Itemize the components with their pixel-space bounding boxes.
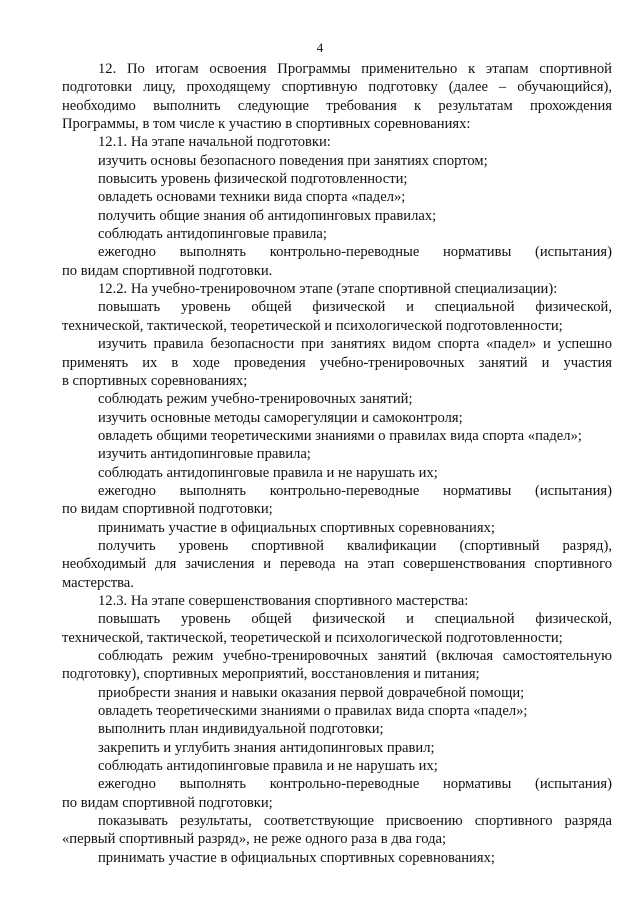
list-item	[62, 298, 612, 335]
text-line: получить уровень спортивной квалификации (спортивный разряд),	[98, 537, 612, 554]
text-line: повышать уровень общей физической и специальной физической,	[98, 299, 612, 316]
text-line: соблюдать режим учебно-тренировочных занятий (включая самостоятельную	[98, 648, 612, 664]
list-item: соблюдать антидопинговые правила и не нарушать их;	[98, 758, 438, 775]
text-line: повышать уровень общей физической и специальной физической,	[98, 611, 612, 628]
list-item	[62, 812, 612, 849]
text-line: необходимый для зачисления и перевода на этап совершенствования спортивного	[62, 556, 612, 573]
text-line: мастерства.	[62, 574, 134, 591]
list-item: соблюдать режим учебно-тренировочных занятий;	[98, 391, 413, 408]
list-item	[62, 537, 612, 592]
list-item: принимать участие в официальных спортивных соревнованиях;	[98, 849, 495, 866]
text-line: ежегодно выполнять контрольно-переводные нормативы (испытания)	[98, 482, 612, 499]
list-item: изучить основные методы саморегуляции и самоконтроля;	[98, 409, 463, 426]
list-item: приобрести знания и навыки оказания первой доврачебной помощи;	[98, 684, 525, 701]
text-line: по видам спортивной подготовки;	[62, 794, 273, 811]
list-item: принимать участие в официальных спортивных соревнованиях;	[98, 519, 495, 536]
list-item: изучить антидопинговые правила;	[98, 446, 311, 463]
text-line: технической, тактической, теоретической и психологической подготовленности;	[62, 629, 563, 646]
text-line: подготовки лицу, проходящему спортивную подготовку (далее – обучающийся),	[62, 79, 612, 96]
text-line: Программы, в том числе к участию в спортивных соревнованиях:	[62, 116, 471, 133]
list-item: получить общие знания об антидопинговых правилах;	[98, 207, 437, 224]
text-line: по видам спортивной подготовки;	[62, 501, 273, 518]
list-item: соблюдать антидопинговые правила и не нарушать их;	[98, 464, 438, 481]
text-line: ежегодно выполнять контрольно-переводные нормативы (испытания)	[98, 244, 612, 261]
section-12-1-title: 12.1. На этапе начальной подготовки:	[98, 134, 331, 151]
text-line: применять их в ходе проведения учебно-тренировочных занятий и участия	[62, 354, 612, 371]
text-line: ежегодно выполнять контрольно-переводные нормативы (испытания)	[98, 776, 612, 793]
text-line: по видам спортивной подготовки.	[62, 262, 273, 279]
list-item	[62, 775, 612, 812]
list-item: овладеть общими теоретическими знаниями о правилах вида спорта «падел»;	[98, 427, 582, 444]
document-body	[62, 60, 612, 867]
text-line: изучить правила безопасности при занятиях видом спорта «падел» и успешно	[98, 336, 612, 353]
list-item	[62, 243, 612, 280]
list-item: повысить уровень физической подготовленности;	[98, 171, 408, 188]
list-item: закрепить и углубить знания антидопинговых правил;	[98, 739, 435, 756]
list-item: выполнить план индивидуальной подготовки;	[98, 721, 384, 738]
page-number: 4	[316, 40, 324, 55]
text-line: «первый спортивный разряд», не реже одного раза в два года;	[62, 831, 447, 848]
list-item	[62, 335, 612, 390]
list-item: овладеть основами техники вида спорта «падел»;	[98, 189, 406, 206]
list-item: изучить основы безопасного поведения при занятиях спортом;	[98, 152, 488, 169]
list-item	[62, 610, 612, 647]
list-item: овладеть теоретическими знаниями о правилах вида спорта «падел»;	[98, 703, 528, 720]
paragraph-12	[62, 60, 612, 133]
text-line: 12. По итогам освоения Программы применительно к этапам спортивной	[98, 61, 612, 77]
list-item: соблюдать антидопинговые правила;	[98, 226, 327, 243]
text-line: в спортивных соревнованиях;	[62, 372, 248, 389]
text-line: показывать результаты, соответствующие присвоению спортивного разряда	[98, 813, 612, 830]
section-12-3-title: 12.3. На этапе совершенствования спортивного мастерства:	[98, 592, 469, 609]
section-12-2-title: 12.2. На учебно-тренировочном этапе (этапе спортивной специализации):	[98, 281, 558, 298]
list-item	[62, 482, 612, 519]
text-line: технической, тактической, теоретической и психологической подготовленности;	[62, 317, 563, 334]
text-line: подготовку), спортивных мероприятий, восстановления и питания;	[62, 666, 480, 683]
list-item	[62, 647, 612, 684]
text-line: необходимо выполнить следующие требования к результатам прохождения	[62, 97, 612, 114]
